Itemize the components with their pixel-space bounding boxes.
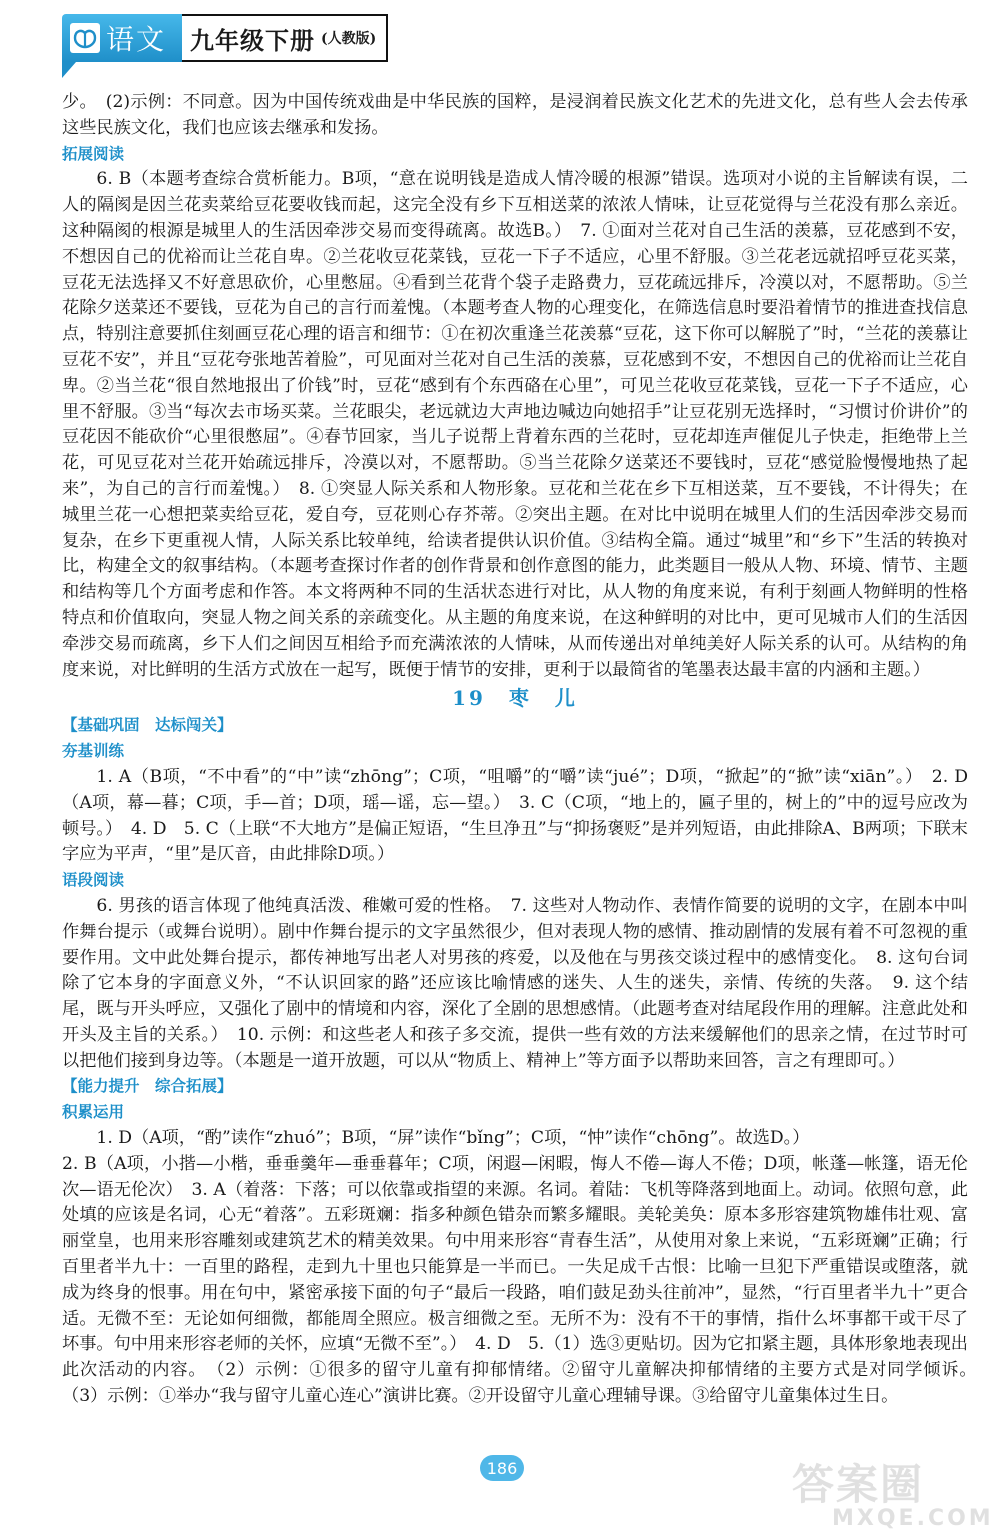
page-header [62,14,388,62]
section-heading: 夯基训练 [62,742,125,761]
section-heading: 积累运用 [62,1103,125,1122]
page-number: 186 [480,1455,524,1481]
answer-paragraph: 6. B（本题考查综合赏析能力。B项，“意在说明钱是造成人情冷暖的根源”错误。选项对小说的主旨解读有误，二人的隔阂是因兰花卖菜给豆花要收钱而起，这完全没有乡下互相送菜的浓浓人情味，让豆花觉得与兰花没有那么亲近。这种隔阂的根源是城里人的生活因牵涉交易而变得疏离。故选B。） 7. ①面对兰花对自己生活的羡慕，豆花感到不安，不想因自己的优裕而让兰花自卑。②兰花收豆花菜钱，豆花一下子不适应，心里不舒服。③兰花老远就招呼豆花买菜，豆花无法选择又不好意思砍价，心里憋屈。④看到兰花背个袋子走路费力，豆花疏远排斥，冷漠以对，不愿帮助。⑤兰花除夕送菜还不要钱，豆花为自己的言行而羞愧。（本题考查人物的心理变化，在筛选信息时要沿着情节的推进查找信息点，特别注意要抓住刻画豆花心理的语言和细节：①在初次重逢兰花羡慕“豆花，这下你可以解脱了”时，“兰花的羡慕让豆花不安”，并且“豆花夸张地苦着脸”，可见面对兰花对自己生活的羡慕，豆花感到不安，不想因自己的优裕而让兰花自卑。②当兰花“很自然地报出了价钱”时，豆花“感到有个东西硌在心里”，可见兰花收豆花菜钱，豆花一下子不适应，心里不舒服。③当“每次去市场买菜。兰花眼尖，老远就边大声地边喊边向她招手”让豆花别无选择时，“习惯讨价讲价”的豆花因不能砍价“心里很憋屈”。④春节回家，当儿子说帮上背着东西的兰花时，豆花却连声催促儿子快走，拒绝带上兰花，可见豆花对兰花开始疏远排斥，冷漠以对，不愿帮助。⑤当兰花除夕送菜还不要钱时，豆花“感觉脸慢慢地热了起来”，为自己的言行而羞愧。） 8. ①突显人际关系和人物形象。豆花和兰花在乡下互相送菜，互不要钱，不计得失；在城里兰花一心想把菜卖给豆花，爱自夸，豆花则心存芥蒂。②突出主题。在对比中说明在城里人们的生活因牵涉交易而复杂，在乡下更重视人情，人际关系比较单纯，给读者提供认识价值。③结构全篇。通过“城里”和“乡下”生活的转换对比，构建全文的叙事结构。（本题考查探讨作者的创作背景和创作意图的能力，此类题目一般从人物、环境、情节、主题和结构等几个方面考虑和作答。本文将两种不同的生活状态进行对比，从人物的角度来说，有利于刻画人物鲜明的性格特点和价值取向，突显人物之间关系的亲疏变化。从主题的角度来说，在这种鲜明的对比中，更可见城市人们的生活因牵涉交易而疏离，乡下人们之间因互相给予而充满浓浓的人情味，从而传递出对单纯美好人际关系的认可。从结构的角度来说，对比鲜明的生活方式放在一起写，既便于情节的安排，更利于以最简省的笔墨表达最丰富的内涵和主题。） [62,169,968,680]
answer-content [62,90,986,1410]
answer-paragraph: 1. D（A项，“酌”读作“zhuó”；B项，“屏”读作“bǐng”；C项，“忡”读作“chōng”。故选D。） [96,1128,810,1149]
grade-box [182,14,388,62]
answer-paragraph: 1. A（B项，“不中看”的“中”读“zhōng”；C项，“咀嚼”的“嚼”读“jué”；D项，“掀起”的“掀”读“xiān”。） 2. D（A项，幕—暮；C项，手—首；D项，瑶—谣，忘—望。） 3. C（C项，“地上的，匾子里的，树上的”中的逗号应改为顿号。） 4. D 5. C（上联“不大地方”是偏正短语，“生旦净丑”与“抑扬褒贬”是并列短语，由此排除A、B两项；下联末字应为平声，“里”是仄音，由此排除D项。） [62,766,968,865]
section-heading: 语段阅读 [62,871,125,890]
header-tab-tail [62,62,76,78]
watermark-logo [792,1452,992,1530]
answer-paragraph: 2. B（A项，小揩—小楷，垂垂羹年—垂垂暮年；C项，闲遐—闲暇，悔人不倦—诲人不倦；D项，帐蓬—帐篷，语无伦次—语无伦次） 3. A（着落：下落；可以依靠或指望的来源。名词。着陆：飞机等降落到地面上。动词。依照句意，此处填的应该是名词，心无“着落”。五彩斑斓：指多种颜色错杂而繁多耀眼。美轮美奂：原本多形容建筑物雄伟壮观、富丽堂皇，也用来形容雕刻或建筑艺术的精美效果。句中用来形容“青春生活”，从使用对象上来说，“五彩斑斓”正确；行百里者半九十：一百里的路程，走到九十里也只能算是一半而已。一失足成千古恨：比喻一旦犯下严重错误或堕落，就成为终身的恨事。用在句中，紧密承接下面的句子“最后一段路，咱们鼓足劲头往前冲”，显然，“行百里者半九十”更合适。无微不至：无论如何细微，都能周全照应。极言细微之至。无所不为：没有不干的事情，指什么坏事都干或干尽了坏事。句中用来形容老师的关怀，应填“无微不至”。） 4. D 5.（1）选③更贴切。因为它扣紧主题，具体形象地表现出此次活动的内容。 （2）示例：①很多的留守儿童有抑郁情绪。②留守儿童解决抑郁情绪的主要方式是对同学倾诉。 （3）示例：①举办“我与留守儿童心连心”演讲比赛。②开设留守儿童心理辅导课。③给留守儿童集体过生日。 [62,1153,986,1407]
subject-label: 语文 [106,23,167,56]
watermark-url: MXQE.COM [832,1506,994,1531]
edition-label: (人教版) [321,31,377,47]
leaf-icon [70,23,100,53]
block-heading: 【基础巩固 达标闯关】 [62,716,233,735]
grade-label: 九年级下册 [190,25,315,55]
answer-paragraph: 6. 男孩的语言体现了他纯真活泼、稚嫩可爱的性格。 7. 这些对人物动作、表情作简要的说明的文字，在剧本中叫作舞台提示（或舞台说明）。剧中作舞台提示的文字虽然很少，但对表现人物的感情、推动剧情的发展有着不可忽视的重要作用。文中此处舞台提示，都传神地写出老人对男孩的疼爱，以及他在与男孩交谈过程中的感情变化。 8. 这句台词除了它本身的字面意义外，“不认识回家的路”还应该比喻情感的迷失、人生的迷失，亲情、传统的失落。 9. 这个结尾，既与开头呼应，又强化了剧中的情境和内容，深化了全剧的思想感情。（此题考查对结尾段作用的理解。注意此处和开头及主旨的关系。） 10. 示例：和这些老人和孩子多交流，提供一些有效的方法来缓解他们的思亲之情，在过节时可以把他们接到身边等。（本题是一道开放题，可以从“物质上、精神上”等方面予以帮助来回答，言之有理即可。） [62,895,968,1071]
subject-tab [62,14,182,62]
block-heading: 【能力提升 综合拓展】 [62,1077,233,1096]
section-heading: 拓展阅读 [62,144,125,163]
answer-paragraph: 少。 (2)示例：不同意。因为中国传统戏曲是中华民族的国粹，是浸润着民族文化艺术的先进文化，总有些人会去传承这些民族文化，我们也应该去继承和发扬。 [62,92,968,138]
watermark-text: 答案圈 [792,1460,925,1509]
lesson-title: 19 枣 儿 [452,686,578,711]
